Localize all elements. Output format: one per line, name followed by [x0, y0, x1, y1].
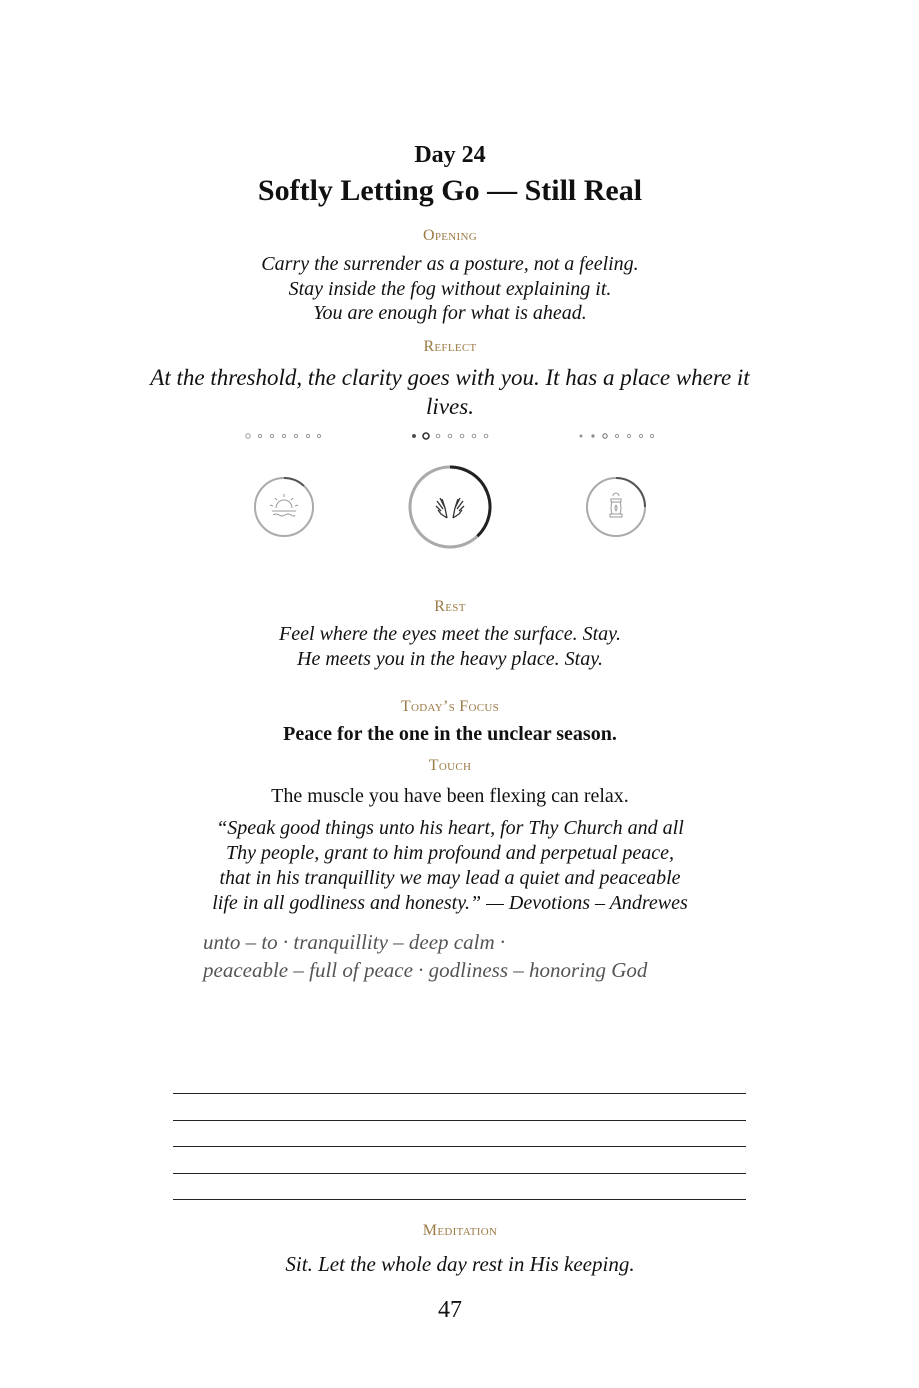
writing-line[interactable]	[173, 1146, 746, 1173]
opening-label: Opening	[423, 227, 477, 244]
quote-line: “Speak good things unto his heart, for Thy Church and all	[216, 817, 684, 839]
rest-text	[0, 622, 900, 672]
touch-label: Touch	[428, 757, 472, 774]
quote-line: Thy people, grant to him profound and perpetual peace,	[225, 842, 675, 864]
practice-icons	[0, 420, 900, 560]
reflect-text: At the threshold, the clarity goes with you. It has a place where it lives.	[150, 365, 750, 419]
quote-line: that in his tranquillity we may lead a quiet and peaceable	[219, 867, 681, 889]
writing-line[interactable]	[173, 1093, 746, 1120]
writing-line[interactable]	[173, 1120, 746, 1147]
opening-line: Carry the surrender as a posture, not a feeling.	[261, 253, 639, 275]
open-hands-icon	[410, 467, 490, 547]
glossary-line: peaceable – full of peace · godliness – honoring God	[203, 958, 648, 982]
day-number: Day 24	[414, 142, 486, 168]
opening-line: Stay inside the fog without explaining it.	[288, 277, 612, 300]
sunrise-icon	[255, 478, 313, 536]
page-number: 47	[438, 1297, 462, 1323]
progress-dots-2	[413, 433, 488, 439]
progress-dots-3	[580, 434, 654, 438]
meditation-label: Meditation	[422, 1222, 498, 1239]
opening-line: You are enough for what is ahead.	[313, 302, 587, 324]
opening-text	[0, 252, 900, 326]
page-title: Softly Letting Go — Still Real	[257, 174, 643, 207]
quote-line: life in all godliness and honesty.” — Devotions – Andrewes	[212, 892, 688, 914]
progress-dots-1	[246, 434, 321, 438]
rest-label: Rest	[434, 598, 466, 615]
reflect-label: Reflect	[423, 338, 477, 355]
focus-label: Today’s Focus	[400, 698, 500, 715]
journal-writing-lines[interactable]	[173, 1093, 746, 1226]
glossary-line: unto – to · tranquillity – deep calm ·	[203, 930, 506, 954]
devotional-quote	[0, 816, 900, 916]
writing-line[interactable]	[173, 1173, 746, 1200]
glossary	[203, 928, 723, 984]
rest-line: He meets you in the heavy place. Stay.	[297, 648, 603, 670]
meditation-text: Sit. Let the whole day rest in His keeping.	[285, 1252, 635, 1276]
rest-line: Feel where the eyes meet the surface. Stay.	[279, 623, 621, 645]
touch-text: The muscle you have been flexing can relax.	[271, 785, 629, 807]
lantern-icon	[587, 478, 645, 536]
focus-text: Peace for the one in the unclear season.	[283, 723, 617, 745]
